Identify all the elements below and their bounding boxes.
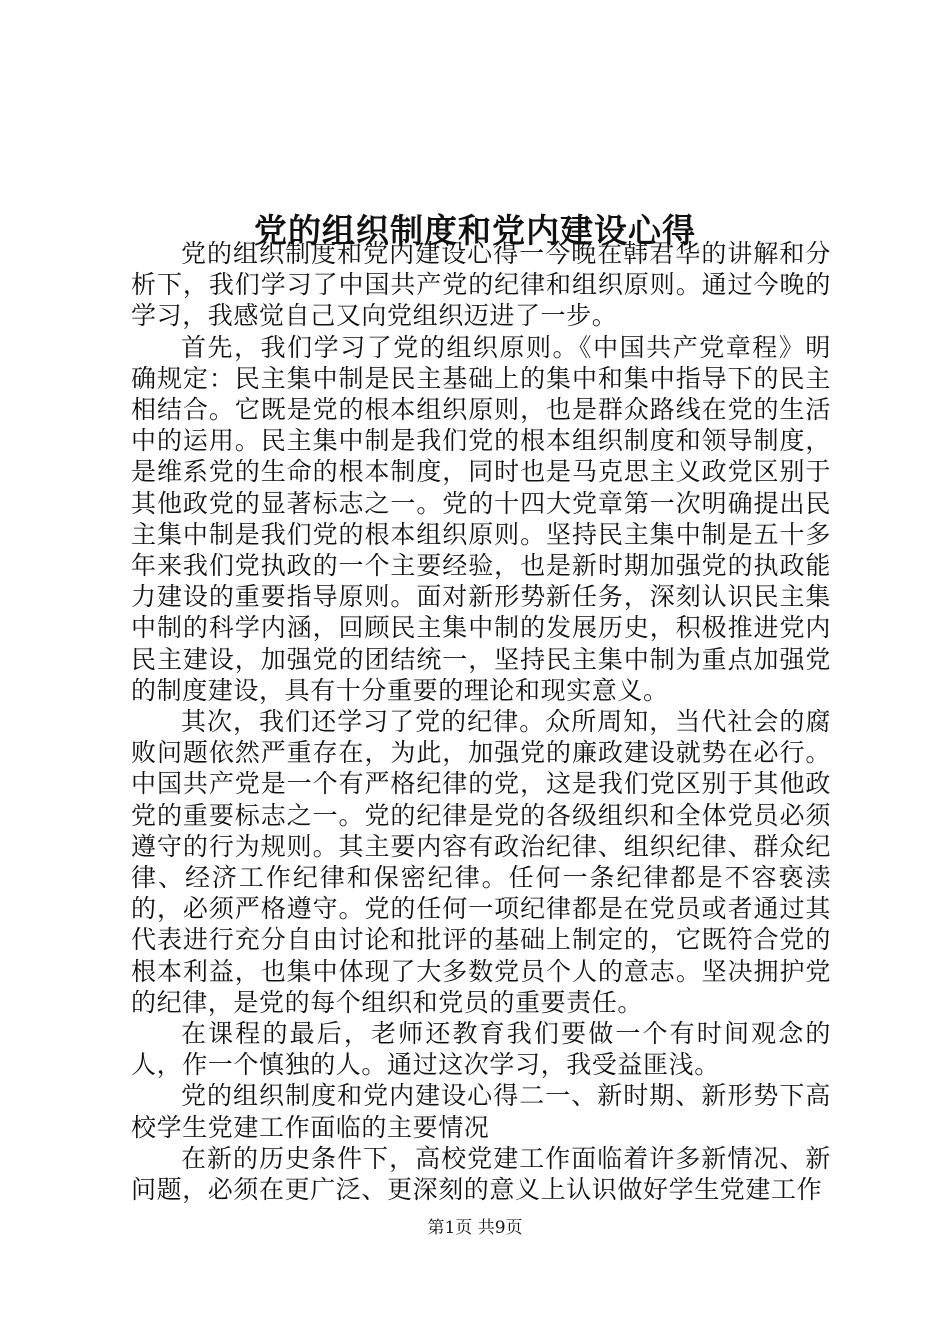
document-body bbox=[131, 238, 831, 1205]
page-footer: 第1页 共9页 bbox=[427, 1218, 523, 1238]
paragraph: 其次，我们还学习了党的纪律。众所周知，当代社会的腐败问题依然严重存在，为此，加强党的廉政建设就势在必行。中国共产党是一个有严格纪律的党，这是我们党区别于其他政党的重要标志之一。党的纪律是党的各级组织和全体党员必须遵守的行为规则。其主要内容有政治纪律、组织纪律、群众纪律、经济工作纪律和保密纪律。任何一条纪律都是不容亵渎的，必须严格遵守。党的任何一项纪律都是在党员或者通过其代表进行充分自由讨论和批评的基础上制定的，它既符合党的根本利益，也集中体现了大多数党员个人的意志。坚决拥护党的纪律，是党的每个组织和党员的重要责任。 bbox=[131, 707, 831, 1017]
paragraph: 在课程的最后，老师还教育我们要做一个有时间观念的人，作一个慎独的人。通过这次学习，我受益匪浅。 bbox=[131, 1019, 831, 1080]
paragraph: 在新的历史条件下，高校党建工作面临着许多新情况、新问题，必须在更广泛、更深刻的意义上认识做好学生党建工作 bbox=[131, 1143, 831, 1205]
paragraph: 党的组织制度和党内建设心得一今晚在韩君华的讲解和分析下，我们学习了中国共产党的纪律和组织原则。通过今晚的学习，我感觉自己又向党组织迈进了一步。 bbox=[131, 239, 831, 331]
paragraph: 首先，我们学习了党的组织原则。《中国共产党章程》明确规定：民主集中制是民主基础上的集中和集中指导下的民主相结合。它既是党的根本组织原则，也是群众路线在党的生活中的运用。民主集中制是我们党的根本组织制度和领导制度，是维系党的生命的根本制度，同时也是马克思主义政党区别于其他政党的显著标志之一。党的十四大党章第一次明确提出民主集中制是我们党的根本组织原则。坚持民主集中制是五十多年来我们党执政的一个主要经验，也是新时期加强党的执政能力建设的重要指导原则。面对新形势新任务，深刻认识民主集中制的科学内涵，回顾民主集中制的发展历史，积极推进党内民主建设，加强党的团结统一，坚持民主集中制为重点加强党的制度建设，具有十分重要的理论和现实意义。 bbox=[131, 332, 831, 705]
document-title: 党的组织制度和党内建设心得 bbox=[254, 211, 696, 251]
paragraph: 党的组织制度和党内建设心得二一、新时期、新形势下高校学生党建工作面临的主要情况 bbox=[131, 1081, 831, 1142]
